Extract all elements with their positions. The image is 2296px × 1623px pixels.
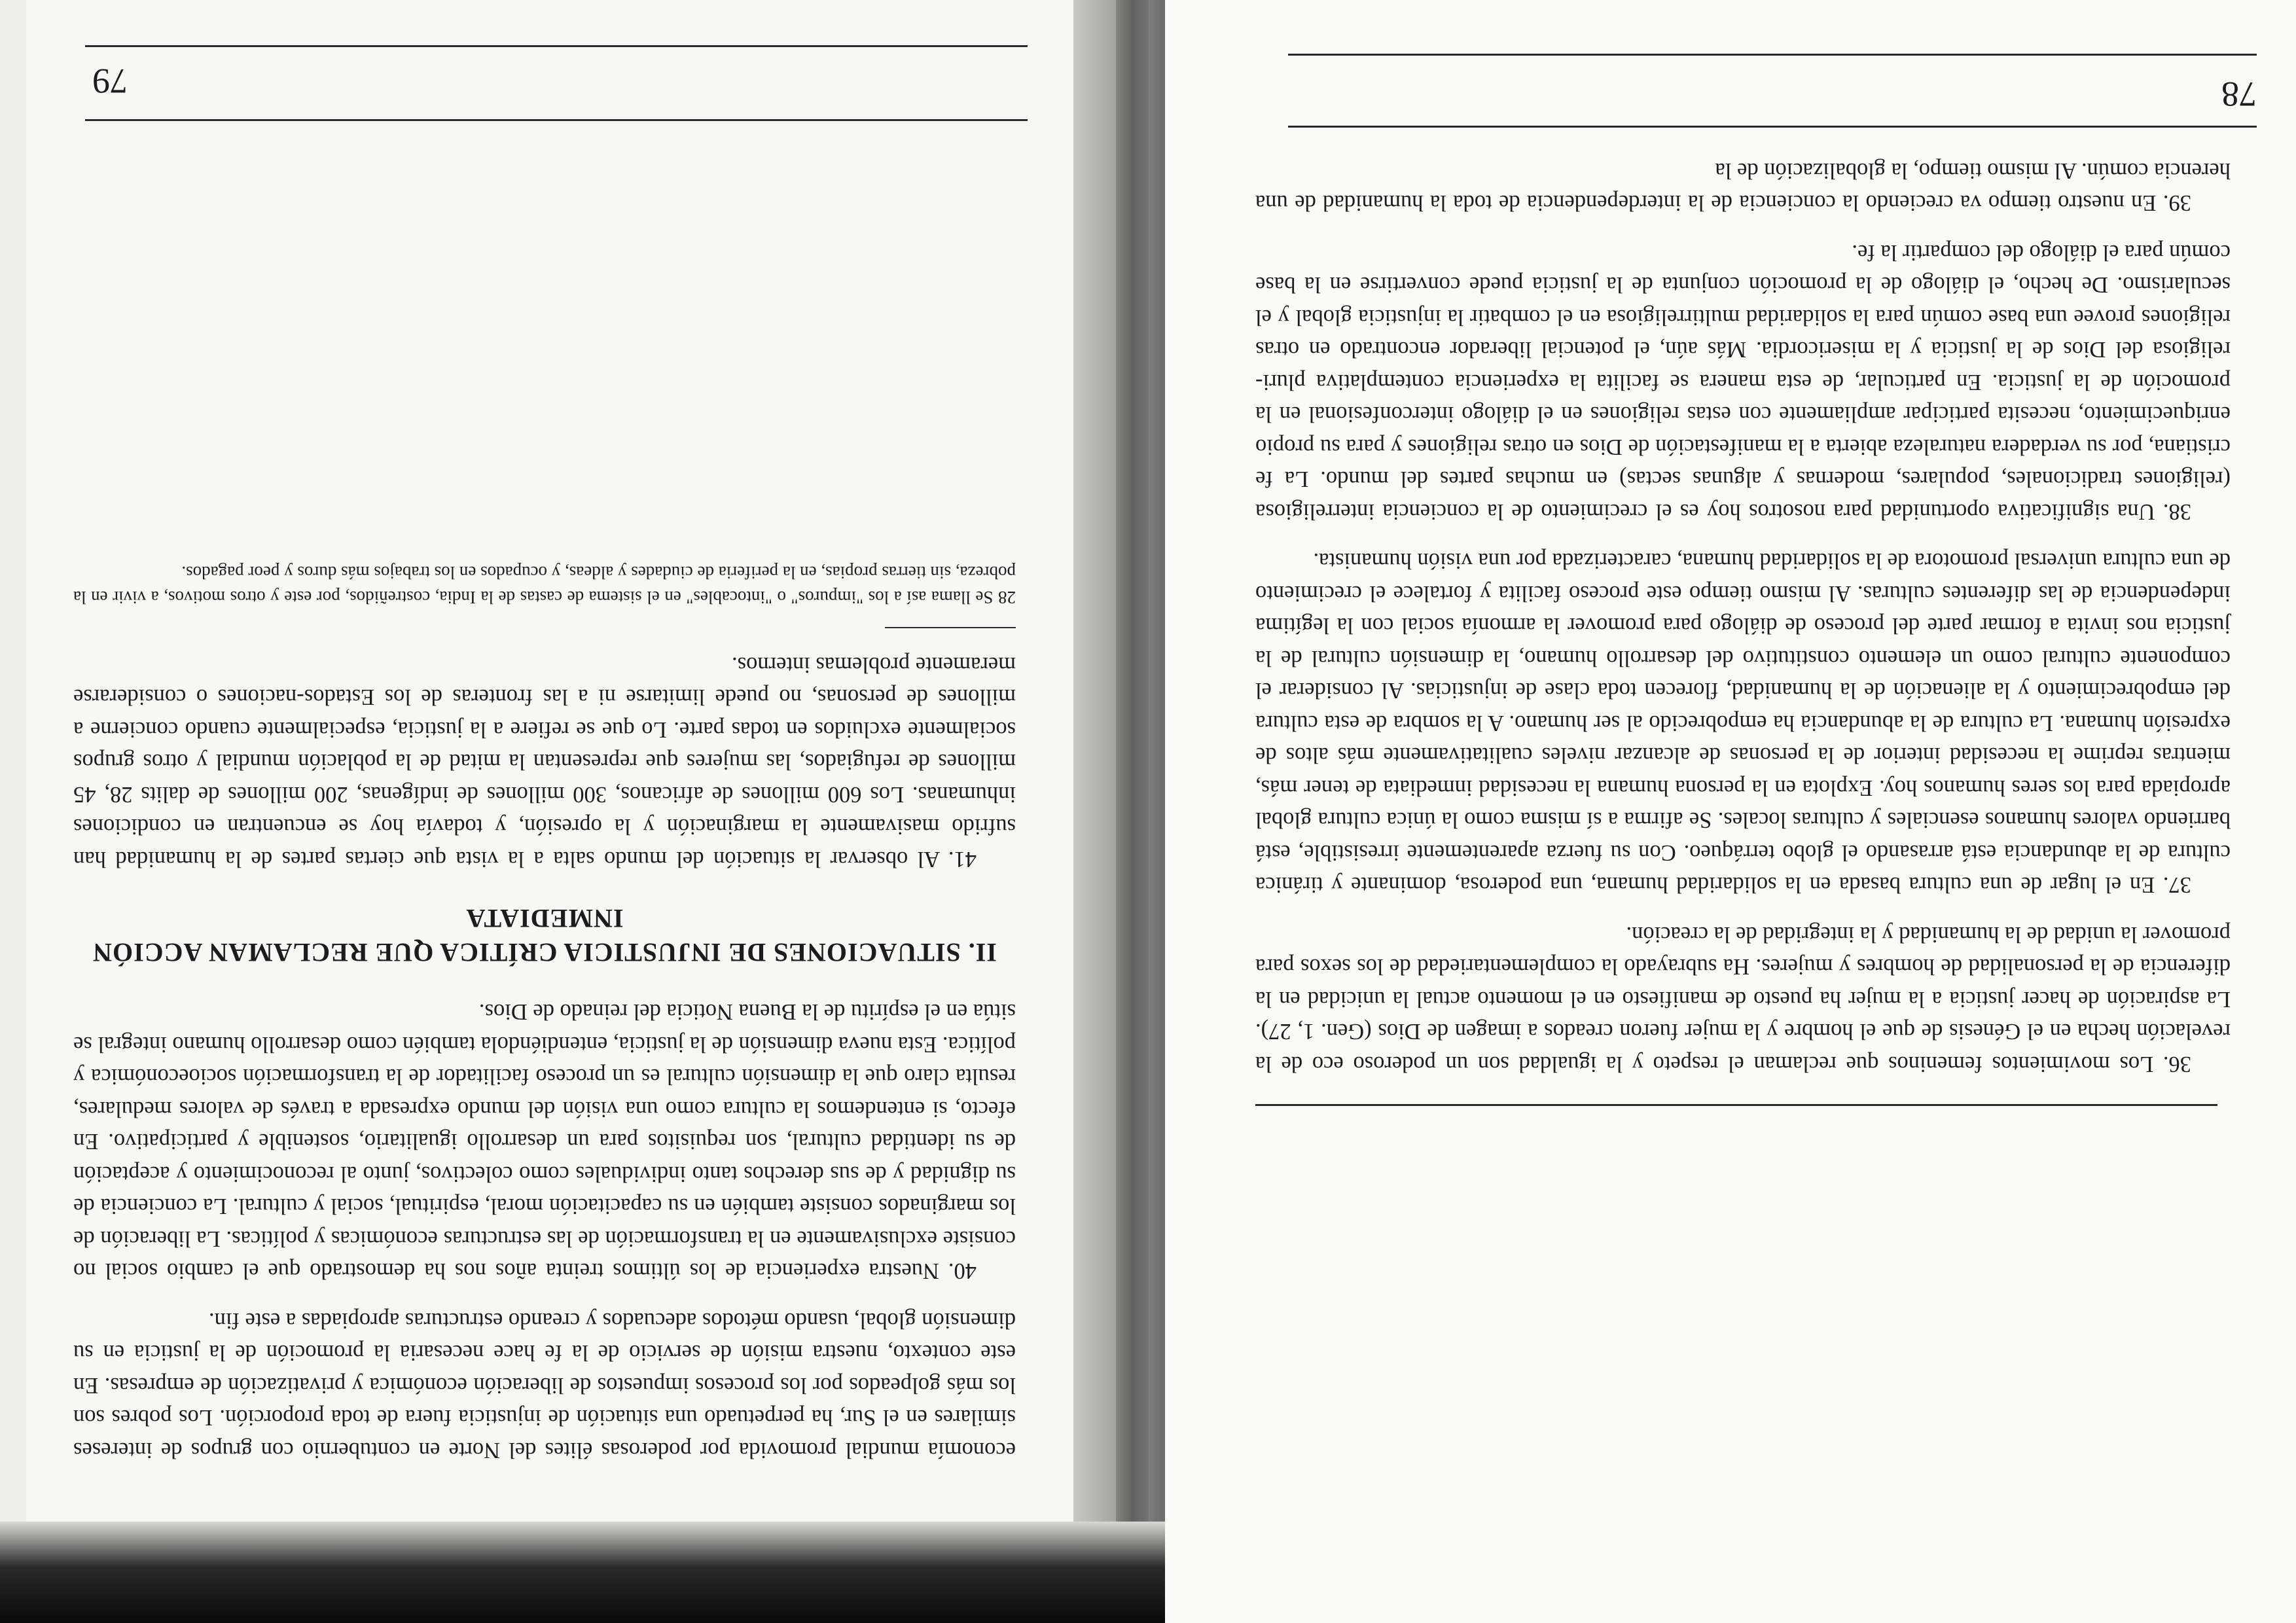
paragraph-40-text: Nuestra experiencia de los últimos treinta años nos ha demostrado que el cambio social no consiste exclusivamente en la transformación de las estructuras económicas y políticas. La liberación de los marginados consiste también en su capacitación moral, espiritual, social y cultural. La conciencia de su dignidad y de sus derechos tanto individuales como colectivos, junto al reconocimiento y aceptación de su identidad cultural, son requisitos para un desarrollo igualitario, sostenible y participativo. En efecto, si entendemos la cultura como una visión del mundo expresada a través de valores medulares, resulta claro que la dimensión cultural es un proceso facilitador de la transformación socioeconómica y política. Esta nueva dimensión de la justicia, entendiéndola también como desarrollo humano integral se sitúa en el espíritu de la Buena Noticia del reinado de Dios. [73,999,1016,1284]
paragraph-41 [73,649,1016,876]
footnote-28: 28 Se llama así a los "impuros" o "intocables" en el sistema de castas de la India, costreñidos, por este y otros motivos, a vivir en la pobreza, sin tierras propias, en la periferia de ciudades y aldeas, y ocupados en los trabajos más duros y peor pagados. [73,563,1016,608]
paragraph-36-text: Los movimientos femeninos que reclaman el respeto y la igualdad son un poderoso eco de la revelación hecha en el Génesis de que el hombre y la mujer fueron creados a imagen de Dios (Gen. 1, 27). La aspiración de hacer justicia a la mujer ha puesto de manifiesto en el momento actual la unicidad en la diferencia de la personalidad de hombres y mujeres. Ha subrayado la complementariedad de los sexos para promover la unidad de la humanidad y la integridad de la creación. [1255,922,2231,1077]
book-gutter-shadow [1116,0,1149,1623]
right-header-rule [1288,126,2257,128]
paragraph-38-number: 38. [2162,499,2191,524]
paragraph-38 [1255,236,2231,528]
left-header-rule [85,119,1028,121]
paragraph-38-text: Una significativa oportunidad para nosotros hoy es el crecimiento de la conciencia interreligiosa (religiones tradicionales, populares, modernas y algunas sectas) en muchas partes del mundo. La fe cristiana, por su verdadera naturaleza abierta a la manifestación de Dios en otras religiones y para su propio enriquecimiento, necesita participar ampliamente con estas religiones en el diálogo interconfesional en la promoción de la justicia. En particular, de esta manera se facilita la experiencia contemplativa pluri-religiosa del Dios de la justicia y la misericordia. Más aún, el potencial liberador encontrado en otras religiones provee una base común para la solidaridad multirreligiosa en el combatir la injusticia global y el secularismo. De hecho, el diálogo de la promoción conjunta de la justicia puede convertirse en la base común para el diálogo del compartir la fe. [1255,240,2231,524]
footnote-rule [885,628,1016,629]
right-footer-rule [1255,1104,2217,1106]
paragraph-36-number: 36. [2162,1052,2191,1077]
left-page-number: 79 [92,62,128,101]
left-page [26,0,1073,1525]
paragraph-37-text: En el lugar de una cultura basada en la solidaridad humana, una poderosa, dominante y tiránica cultura de la abundancia está arrasando el globo terráqueo. Con su fuerza aparentemente irresistible, está barriendo valores humanos esenciales y culturas locales. Se afirma a sí misma como la única cultura global apropiada para los seres humanos hoy. Explota en la persona humana la necesidad inmediata de tener más, mientras reprime la necesidad interior de la personas de alcanzar niveles cualitativamente más altos de expresión humana. La cultura de la abundancia ha empobrecido al ser humano. A la sombra de esta cultura del empobrecimiento y la alienación de la humanidad, florecen toda clase de injusticias. Al considerar el componente cultural como un elemento constitutivo del desarrollo humano, la dimensión cultural de la justicia nos invita a formar parte del proceso de diálogo para promover la armonía social con la legítima independencia de las diferentes culturas. Al mismo tiempo este proceso facilita y fortalece el crecimiento de una cultura universal promotora de la solidaridad humana, caracterizada por una visión humanista. [1255,548,2231,898]
paragraph-39-number: 39. [2162,190,2191,216]
paragraph-41-number: 41. [948,847,977,872]
paragraph-39 [1255,154,2231,219]
paragraph-39-text: En nuestro tiempo va creciendo la conciencia de la interdependencia de toda la humanidad de una herencia común. Al mismo tiempo, la globalización de la [1255,158,2231,216]
right-page-text [1255,137,2231,1080]
paragraph-36 [1255,918,2231,1080]
right-header-rule-2 [1288,54,2257,56]
right-page-number: 78 [2221,75,2257,114]
paragraph-41-text: Al observar la situación del mundo salta a la vista que ciertas partes de la humanidad han sufrido masivamente la marginación y la opresión, y todavía hoy se encuentran en condiciones inhumanas. Los 600 millones de africanos, 300 millones de indígenas, 200 millones de dalits 28, 45 millones de refugiados, las mujeres que representan la mitad de la población mundial y otros grupos socialmente excluidos en todas parte. Lo que se refiere a la justicia, especialmente cuando concierne a millones de personas, no puede limitarse ni a las fronteras de los Estados-naciones o considerarse meramente problemas internos. [73,652,1016,872]
left-page-rotated-content [26,0,1073,1525]
left-header-rule-2 [85,45,1028,47]
right-page-rotated-content [1165,0,2296,1623]
right-page [1165,0,2296,1623]
paragraph-40-number: 40. [948,1258,977,1284]
paragraph-37 [1255,544,2231,901]
left-page-text [73,543,1016,1467]
paragraph-continuation: economía mundial promovida por poderosas élites del Norte en contubernio con grupos de intereses similares en el Sur, ha perpetuado una situación de injusticia fuera de toda proporción. Los pobres son los más golpeados por los procesos impuestos de liberación económica y privatización de empresas. En este contexto, nuestra misión de servicio de la fe hace necesaria la promoción de la justicia en su dimensión global, usando métodos adecuados y creando estructuras apropiadas a este fin. [73,1308,1016,1463]
section-heading: II. SITUACIONES DE INJUSTICIA CRÍTICA QUE RECLAMAN ACCIÓN INMEDIATA [92,904,997,967]
scan-bottom-shadow [0,1522,1165,1623]
paragraph-40 [73,995,1016,1287]
paragraph-37-number: 37. [2162,872,2191,898]
